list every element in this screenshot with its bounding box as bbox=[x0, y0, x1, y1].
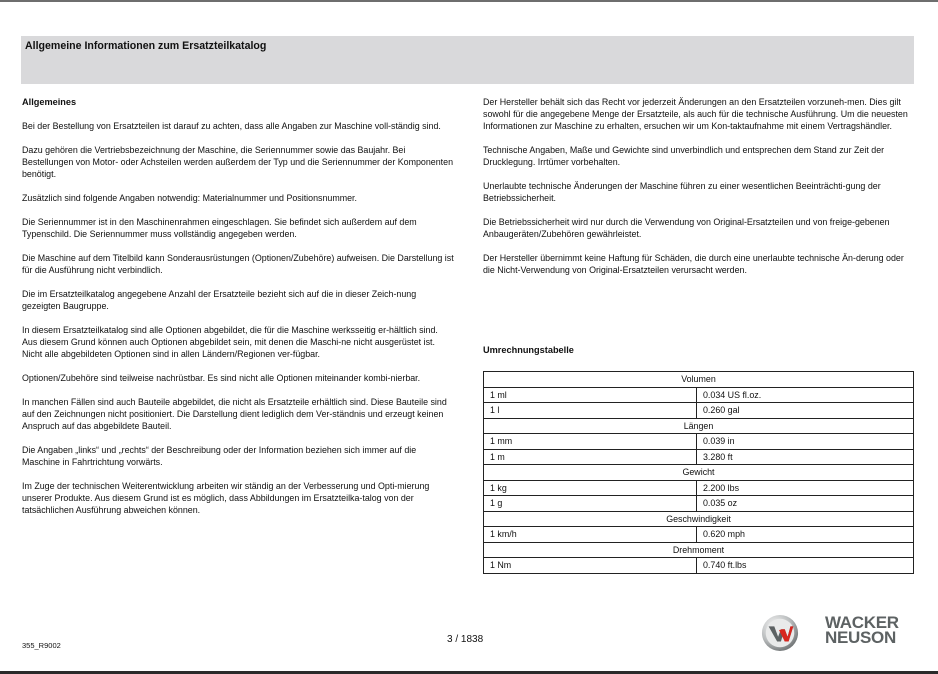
table-group-row bbox=[484, 418, 914, 434]
table-group-row bbox=[484, 511, 914, 527]
table-row bbox=[484, 403, 914, 419]
metric-cell: 1 mm bbox=[484, 434, 697, 450]
table-group-row bbox=[484, 465, 914, 481]
logo-line-1: WACKER bbox=[825, 613, 899, 632]
metric-cell: 1 m bbox=[484, 449, 697, 465]
paragraph: Optionen/Zubehöre sind teilweise nachrüstbar. Es sind nicht alle Optionen miteinander kombi-nierbar. bbox=[22, 372, 421, 383]
table-row bbox=[484, 527, 914, 543]
paragraph: In diesem Ersatzteilkatalog sind alle Optionen abgebildet, die für die Maschine werksseitig er-hältlich sind. Aus diesem Grund können auch Optionen abgebildet sein, mit denen die Maschi-ne nicht ausgerüstet ist. Nicht alle abgebildeten Optionen sind in allen Ländern/Regionen ver-fügbar. bbox=[22, 325, 438, 359]
top-border bbox=[0, 0, 938, 2]
conversion-table-heading: Umrechnungstabelle bbox=[483, 345, 574, 355]
wacker-neuson-emblem-icon bbox=[761, 614, 799, 652]
paragraph: Die Betriebssicherheit wird nur durch die Verwendung von Original-Ersatzteilen und von freige-gebenen Anbaugeräten/Zubehören gewährleistet. bbox=[483, 216, 890, 239]
table-row bbox=[484, 434, 914, 450]
table-row bbox=[484, 558, 914, 574]
metric-cell: 1 g bbox=[484, 496, 697, 512]
imperial-cell: 0.039 in bbox=[697, 434, 914, 450]
paragraph: Zusätzlich sind folgende Angaben notwendig: Materialnummer und Positionsnummer. bbox=[22, 192, 357, 203]
table-group-row bbox=[484, 372, 914, 388]
left-column bbox=[22, 97, 454, 529]
table-row bbox=[484, 449, 914, 465]
group-label: Volumen bbox=[484, 372, 914, 388]
metric-cell: 1 ml bbox=[484, 387, 697, 403]
imperial-cell: 2.200 lbs bbox=[697, 480, 914, 496]
imperial-cell: 0.035 oz bbox=[697, 496, 914, 512]
brand-logo-text bbox=[825, 615, 899, 645]
metric-cell: 1 km/h bbox=[484, 527, 697, 543]
right-column bbox=[483, 97, 914, 289]
paragraph: Unerlaubte technische Änderungen der Maschine führen zu einer wesentlichen Beeinträchti-gung der Betriebssicherheit. bbox=[483, 180, 881, 203]
metric-cell: 1 l bbox=[484, 403, 697, 419]
imperial-cell: 3.280 ft bbox=[697, 449, 914, 465]
paragraph: Die Angaben „links“ und „rechts“ der Beschreibung oder der Information beziehen sich immer auf die Maschine in Fahrtrichtung vorwärts. bbox=[22, 444, 417, 467]
paragraph: In manchen Fällen sind auch Bauteile abgebildet, die nicht als Ersatzteile erhältlich sind. Diese Bauteile sind auf den Zeichnungen nicht positioniert. Die Darstellung dient lediglich dem Ver-ständnis und erzeugt keinen Anspruch auf das abgebildete Bauteil. bbox=[22, 397, 447, 431]
metric-cell: 1 kg bbox=[484, 480, 697, 496]
table-row bbox=[484, 496, 914, 512]
paragraph: Dazu gehören die Vertriebsbezeichnung der Maschine, die Seriennummer sowie das Baujahr. Bei Bestellungen von Motor- oder Achsteilen werden außerdem der Typ und die Seriennummer der Komponenten benötigt. bbox=[22, 145, 454, 179]
paragraph: Im Zuge der technischen Weiterentwicklung arbeiten wir ständig an der Verbesserung und Opti-mierung unserer Produkte. Aus diesem Grund ist es möglich, dass Abbildungen im Ersatzteilka-talog von der tatsächlichen Ausführung abweichen können. bbox=[22, 480, 430, 515]
imperial-cell: 0.740 ft.lbs bbox=[697, 558, 914, 574]
table-row bbox=[484, 387, 914, 403]
group-label: Drehmoment bbox=[484, 542, 914, 558]
imperial-cell: 0.260 gal bbox=[697, 403, 914, 419]
paragraph: Technische Angaben, Maße und Gewichte sind unverbindlich und entsprechen dem Stand zur Zeit der Drucklegung. Irrtümer vorbehalten. bbox=[483, 144, 885, 167]
paragraph: Die Maschine auf dem Titelbild kann Sonderausrüstungen (Optionen/Zubehöre) aufweisen. Die Darstellung ist für die Ausführung nicht verbindlich. bbox=[22, 253, 454, 275]
group-label: Gewicht bbox=[484, 465, 914, 481]
paragraph: Der Hersteller übernimmt keine Haftung für Schäden, die durch eine unerlaubte technische Än-derung oder die Nicht-Verwendung von Original-Ersatzteilen verursacht werden. bbox=[483, 252, 904, 275]
paragraph: Bei der Bestellung von Ersatzteilen ist darauf zu achten, dass alle Angaben zur Maschine voll-ständig sind. bbox=[22, 120, 441, 131]
metric-cell: 1 Nm bbox=[484, 558, 697, 574]
logo-line-2: NEUSON bbox=[825, 628, 896, 647]
document-id: 355_R9002 bbox=[22, 641, 61, 650]
imperial-cell: 0.034 US fl.oz. bbox=[697, 387, 914, 403]
paragraph: Der Hersteller behält sich das Recht vor jederzeit Änderungen an den Ersatzteilen vorzuneh-men. Dies gilt sowohl für die angegebene Menge der Ersatzteile, als auch für die technische Ausführung. Um die neuesten Informationen zur Maschine zu erhalten, ersuchen wir um Kon-taktaufnahme mit einem Vertragshändler. bbox=[483, 97, 908, 131]
group-label: Geschwindigkeit bbox=[484, 511, 914, 527]
group-label: Längen bbox=[484, 418, 914, 434]
page-header bbox=[21, 36, 914, 84]
paragraph: Die Seriennummer ist in den Maschinenrahmen eingeschlagen. Sie befindet sich außerdem auf dem Typenschild. Die Seriennummer muss vollständig angegeben werden. bbox=[22, 217, 417, 239]
imperial-cell: 0.620 mph bbox=[697, 527, 914, 543]
section-heading-allgemeines: Allgemeines bbox=[22, 97, 77, 107]
paragraph: Die im Ersatzteilkatalog angegebene Anzahl der Ersatzteile bezieht sich auf die in dieser Zeich-nung gezeigten Baugruppe. bbox=[22, 289, 417, 311]
conversion-table bbox=[483, 371, 914, 574]
page-title: Allgemeine Informationen zum Ersatzteilkatalog bbox=[25, 40, 267, 52]
table-row bbox=[484, 480, 914, 496]
table-group-row bbox=[484, 542, 914, 558]
page-number: 3 / 1838 bbox=[447, 634, 484, 645]
